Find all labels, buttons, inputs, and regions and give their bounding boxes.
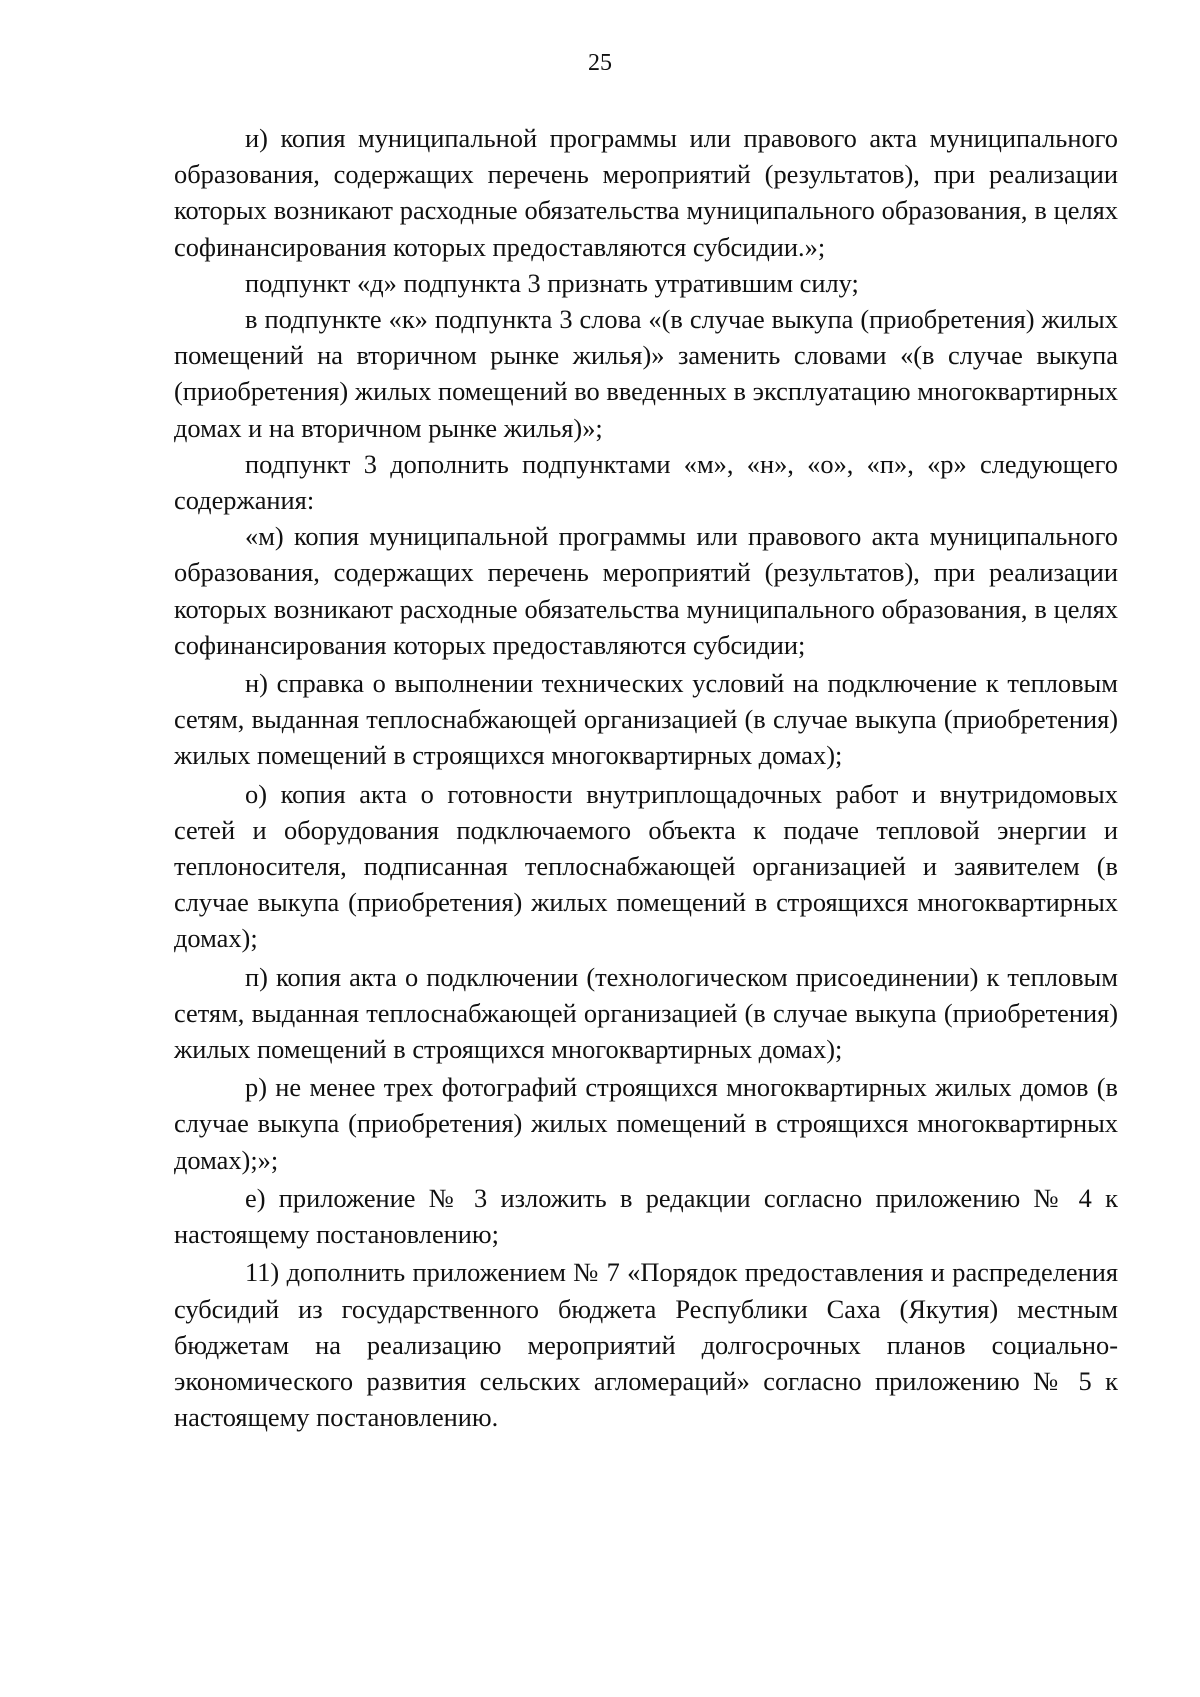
paragraph-item-11: 11) дополнить приложением № 7 «Порядок предоставления и распределения субсидий из государственного бюджета Республики Саха (Якутия) местным бюджетам на реализацию мероприятий долгосрочных планов социально-экономического развития сельских агломераций» согласно приложению № 5 к настоящему постановлению. xyxy=(174,1257,1118,1433)
page-number: 25 xyxy=(588,50,612,76)
paragraph-item-o: о) копия акта о готовности внутриплощадочных работ и внутридомовых сетей и оборудования подключаемого объекта к подаче тепловой энергии и теплоносителя, подписанная теплоснабжающей организацией и заявителем (в случае выкупа (приобретения) жилых помещений в строящихся многоквартирных домах); xyxy=(174,778,1118,954)
document-body xyxy=(174,120,1118,1435)
paragraph-item-r: р) не менее трех фотографий строящихся многоквартирных жилых домов (в случае выкупа (приобретения) жилых помещений в строящихся многоквартирных домах);»; xyxy=(174,1072,1118,1175)
paragraph-item-n: н) справка о выполнении технических условий на подключение к тепловым сетям, выданная теплоснабжающей организацией (в случае выкупа (приобретения) жилых помещений в строящихся многоквартирных домах); xyxy=(174,668,1118,771)
paragraph-item-i: и) копия муниципальной программы или правового акта муниципального образования, содержащих перечень мероприятий (результатов), при реализации которых возникают расходные обязательства муниципального образования, в целях софинансирования которых предоставляются субсидии.»; xyxy=(174,123,1118,262)
paragraph-item-p: п) копия акта о подключении (технологическом присоединении) к тепловым сетям, выданная теплоснабжающей организацией (в случае выкупа (приобретения) жилых помещений в строящихся многоквартирных домах); xyxy=(174,961,1118,1065)
paragraph-item-e: е) приложение № 3 изложить в редакции согласно приложению № 4 к настоящему постановлению; xyxy=(174,1182,1118,1250)
paragraph-add-subitems: подпункт 3 дополнить подпунктами «м», «н», «о», «п», «р» следующего содержания: xyxy=(174,448,1118,516)
paragraph-subitem-k-replace: в подпункте «к» подпункта 3 слова «(в случае выкупа (приобретения) жилых помещений на вторичном рынке жилья)» заменить словами «(в случае выкупа (приобретения) жилых помещений во введенных в эксплуатацию многоквартирных домах и на вторичном рынке жилья)»; xyxy=(174,304,1118,443)
paragraph-item-m: «м) копия муниципальной программы или правового акта муниципального образования, содержащих перечень мероприятий (результатов), при реализации которых возникают расходные обязательства муниципального образования, в целях софинансирования которых предоставляются субсидии; xyxy=(174,521,1118,660)
paragraph-subitem-d-repeal: подпункт «д» подпункта 3 признать утратившим силу; xyxy=(245,267,859,298)
